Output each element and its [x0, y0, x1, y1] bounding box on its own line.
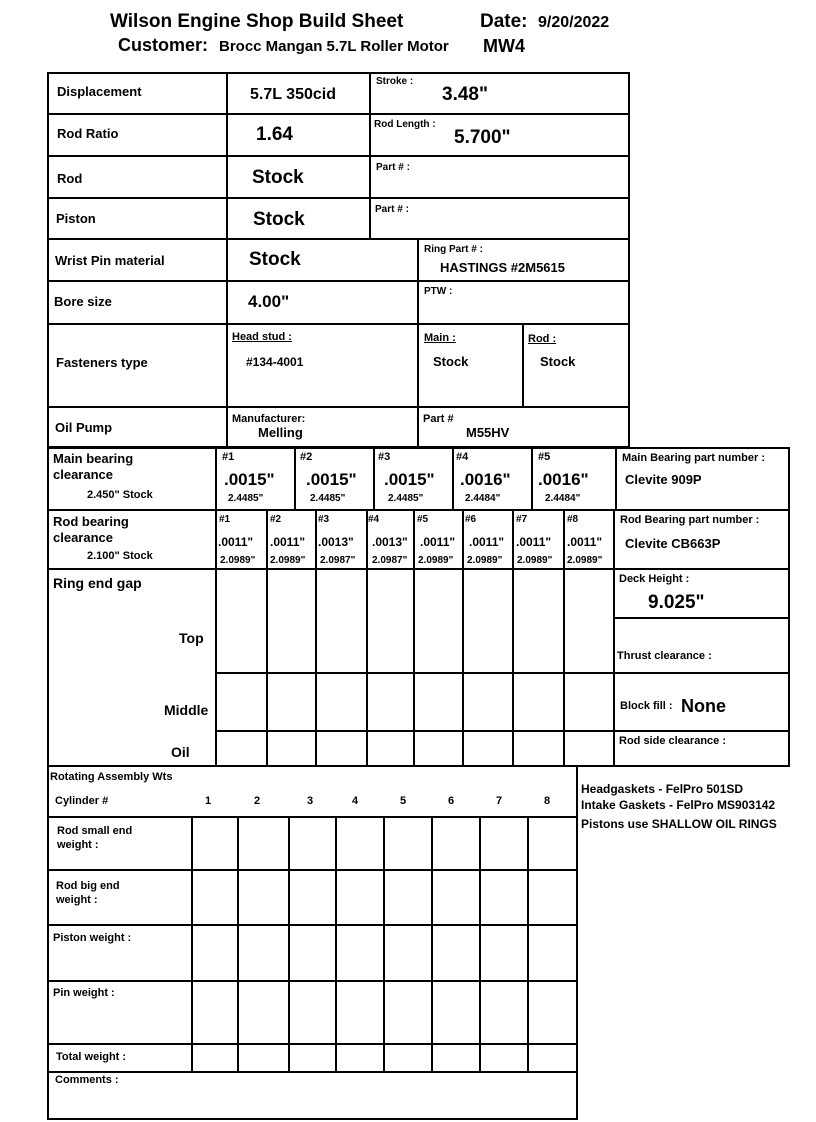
ring-middle-label: Middle [164, 702, 209, 718]
ring-gap-table [47, 568, 615, 767]
fasteners-label: Fasteners type [56, 355, 148, 370]
rod-cell-num: #6 [465, 514, 477, 525]
displacement-value: 5.7L 350cid [250, 86, 336, 103]
rod-small-end-label-2: weight : [57, 839, 99, 851]
deck-height-label: Deck Height : [619, 573, 690, 585]
rod-cell-num: #1 [219, 514, 231, 525]
main-cell-clearance: .0015" [306, 470, 357, 489]
manufacturer-label: Manufacturer: [232, 413, 306, 425]
main-cell-clearance: .0016" [460, 470, 511, 489]
main-cell-num: #2 [300, 451, 313, 463]
rod-cell-num: #8 [567, 514, 579, 525]
ptw-label: PTW : [424, 286, 453, 297]
thrust-clearance-label: Thrust clearance : [617, 650, 712, 662]
rod-cell-clearance: .0011" [218, 535, 254, 549]
bore-label: Bore size [54, 294, 112, 309]
head-stud-label: Head stud : [232, 331, 292, 343]
date-label: Date: [480, 11, 528, 32]
piston-label: Piston [56, 211, 96, 226]
main-cell-num: #4 [456, 451, 469, 463]
main-cell-size: 2.4484" [545, 493, 581, 504]
manufacturer-value: Melling [258, 425, 303, 440]
main-cell-size: 2.4485" [388, 493, 424, 504]
main-cell-num: #5 [538, 451, 551, 463]
rod-cell-size: 2.0989" [418, 555, 454, 566]
main-cell-clearance: .0015" [224, 470, 275, 489]
main-cell-size: 2.4484" [465, 493, 501, 504]
rod-fastener-value: Stock [540, 354, 576, 369]
main-bearing-part-value: Clevite 909P [625, 472, 702, 487]
rod-bearing-journal: 2.100" Stock [87, 550, 153, 562]
main-bearing-label-1: Main bearing [53, 451, 134, 466]
rod-ratio-value: 1.64 [256, 124, 293, 145]
displacement-label: Displacement [57, 84, 142, 99]
page-title: Wilson Engine Shop Build Sheet [110, 11, 404, 32]
cylinder-number: 2 [254, 795, 261, 807]
rotating-title: Rotating Assembly Wts [50, 771, 173, 783]
cylinder-number: 3 [307, 795, 314, 807]
piston-part-label: Part # : [375, 204, 409, 215]
main-cell-clearance: .0015" [384, 470, 435, 489]
rod-cell-size: 2.0989" [517, 555, 553, 566]
rod-cell-clearance: .0013" [318, 535, 354, 549]
main-bearing-part-label: Main Bearing part number : [622, 452, 766, 464]
cylinder-label: Cylinder # [55, 795, 109, 807]
rod-big-end-label-2: weight : [56, 894, 98, 906]
rod-cell-clearance: .0011" [567, 535, 603, 549]
engine-code: MW4 [483, 36, 525, 56]
wrist-pin-label: Wrist Pin material [55, 253, 165, 268]
cylinder-number: 1 [205, 795, 212, 807]
rod-cell-clearance: .0011" [420, 535, 456, 549]
rod-ratio-label: Rod Ratio [57, 126, 119, 141]
rod-big-end-label-1: Rod big end [56, 880, 120, 892]
comments-label: Comments : [55, 1074, 119, 1086]
customer-label: Customer: [118, 35, 209, 55]
note-intake-gaskets: Intake Gaskets - FelPro MS903142 [581, 798, 776, 812]
rod-side-clearance-label: Rod side clearance : [619, 735, 726, 747]
rod-length-label: Rod Length : [374, 119, 436, 130]
note-headgaskets: Headgaskets - FelPro 501SD [581, 782, 744, 796]
main-fastener-label: Main : [424, 332, 456, 344]
rod-cell-num: #4 [368, 514, 380, 525]
rod-cell-clearance: .0011" [469, 535, 505, 549]
rod-cell-size: 2.0989" [467, 555, 503, 566]
main-cell-num: #3 [378, 451, 391, 463]
block-fill-value: None [681, 696, 726, 716]
ring-top-label: Top [179, 630, 204, 646]
rod-length-value: 5.700" [454, 127, 511, 148]
rod-cell-num: #7 [516, 514, 528, 525]
cylinder-number: 6 [448, 795, 455, 807]
date-value: 9/20/2022 [538, 14, 610, 31]
cylinder-number: 8 [544, 795, 551, 807]
rod-cell-size: 2.0989" [270, 555, 306, 566]
rod-small-end-label-1: Rod small end [57, 825, 133, 837]
main-fastener-value: Stock [433, 354, 469, 369]
rod-cell-num: #3 [318, 514, 330, 525]
main-cell-num: #1 [222, 451, 235, 463]
ring-gap-label: Ring end gap [53, 575, 142, 591]
cylinder-number: 4 [352, 795, 359, 807]
wrist-pin-value: Stock [249, 249, 301, 270]
rod-bearing-label-2: clearance [53, 530, 113, 545]
cylinder-number: 5 [400, 795, 407, 807]
ring-oil-label: Oil [171, 744, 190, 760]
head-stud-value: #134-4001 [246, 355, 304, 369]
rod-cell-size: 2.0989" [220, 555, 256, 566]
stroke-label: Stroke : [376, 76, 414, 87]
rod-cell-num: #2 [270, 514, 282, 525]
main-bearing-label-2: clearance [53, 467, 113, 482]
rod-cell-clearance: .0013" [372, 535, 408, 549]
rod-label: Rod [57, 171, 83, 186]
oil-pump-part-value: M55HV [466, 425, 510, 440]
main-cell-clearance: .0016" [538, 470, 589, 489]
rod-fastener-label: Rod : [528, 333, 557, 345]
rod-cell-clearance: .0011" [516, 535, 552, 549]
cylinder-number: 7 [496, 795, 503, 807]
rod-bearing-part-value: Clevite CB663P [625, 536, 721, 551]
total-weight-label: Total weight : [56, 1051, 127, 1063]
rod-bearing-label-1: Rod bearing [53, 514, 129, 529]
bore-value: 4.00" [248, 292, 290, 311]
ring-part-value: HASTINGS #2M5615 [440, 260, 565, 275]
rod-part-label: Part # : [376, 162, 410, 173]
pin-weight-label: Pin weight : [53, 987, 115, 999]
rod-cell-size: 2.0989" [567, 555, 603, 566]
main-cell-size: 2.4485" [228, 493, 264, 504]
rod-cell-size: 2.0987" [372, 555, 408, 566]
block-fill-label: Block fill : [620, 700, 673, 712]
deck-height-value: 9.025" [648, 592, 705, 613]
main-bearing-journal: 2.450" Stock [87, 489, 153, 501]
customer-value: Brocc Mangan 5.7L Roller Motor [219, 38, 449, 55]
rod-bearing-part-label: Rod Bearing part number : [620, 514, 760, 526]
ring-part-label: Ring Part # : [424, 244, 483, 255]
oil-pump-part-label: Part # [423, 413, 454, 425]
stroke-value: 3.48" [442, 84, 488, 105]
rod-cell-size: 2.0987" [320, 555, 356, 566]
rod-cell-clearance: .0011" [270, 535, 306, 549]
piston-weight-label: Piston weight : [53, 932, 132, 944]
note-pistons: Pistons use SHALLOW OIL RINGS [581, 817, 777, 831]
rod-value: Stock [252, 167, 304, 188]
rod-cell-num: #5 [417, 514, 429, 525]
piston-value: Stock [253, 209, 305, 230]
main-cell-size: 2.4485" [310, 493, 346, 504]
oil-pump-label: Oil Pump [55, 420, 113, 435]
